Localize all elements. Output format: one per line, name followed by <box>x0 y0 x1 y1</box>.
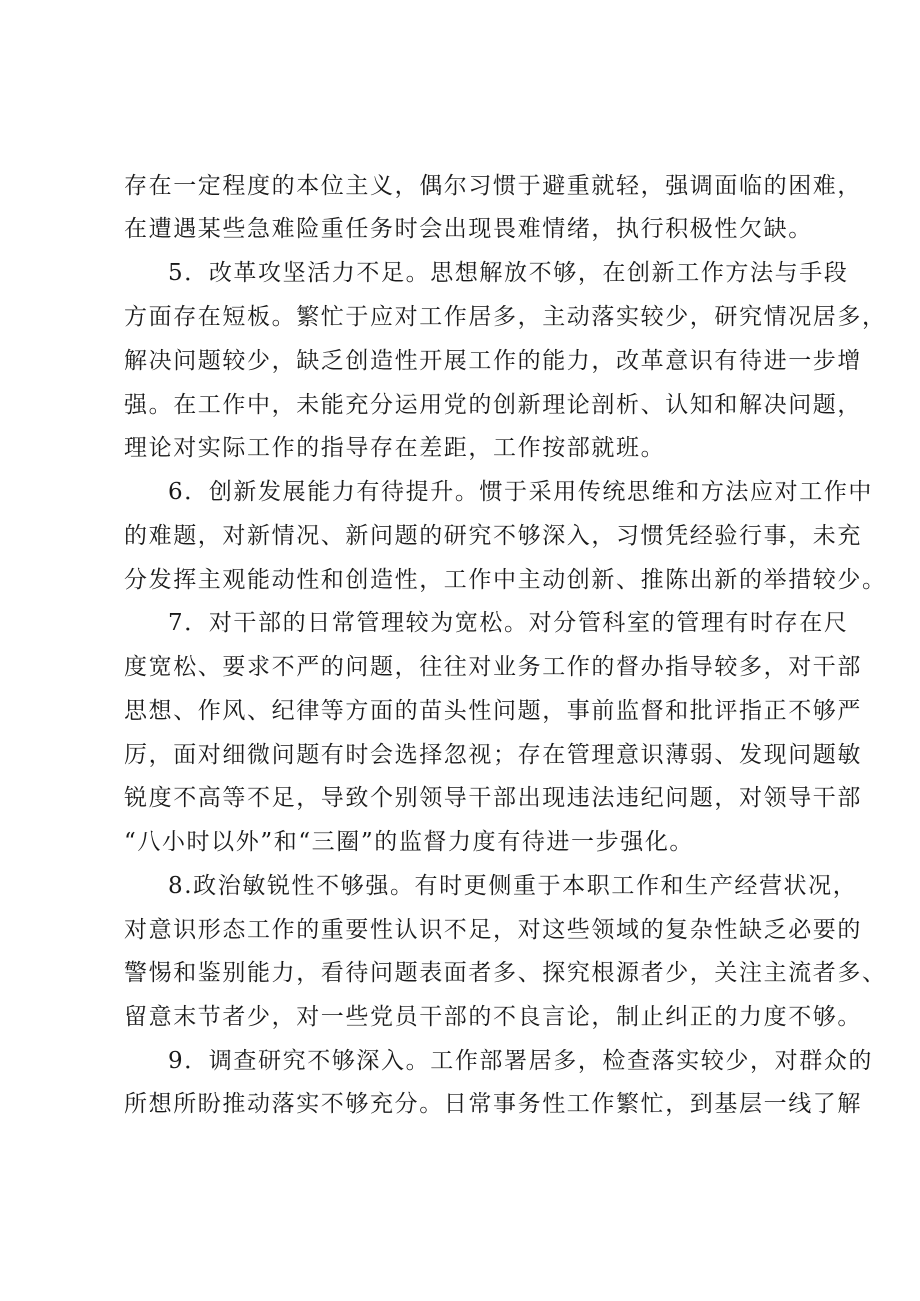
paragraph-line: 在遭遇某些急难险重任务时会出现畏难情绪，执行积极性欠缺。 <box>124 216 813 242</box>
paragraph-line: 分发挥主观能动性和创造性，工作中主动创新、推陈出新的举措较少。 <box>124 567 887 593</box>
section-heading-line: 5．改革攻坚活力不足。思想解放不够，在创新工作方法与手段 <box>168 260 849 286</box>
paragraph-line: 方面存在短板。繁忙于应对工作居多，主动落实较少，研究情况居多， <box>124 304 887 330</box>
paragraph-line: 存在一定程度的本位主义，偶尔习惯于避重就轻，强调面临的困难， <box>124 173 862 199</box>
section-heading-line: 7．对干部的日常管理较为宽松。对分管科室的管理有时存在尺 <box>168 610 849 636</box>
paragraph-line: 思想、作风、纪律等方面的苗头性问题，事前监督和批评指正不够严 <box>124 698 862 724</box>
paragraph-line: 留意末节者少，对一些党员干部的不良言论，制止纠正的力度不够。 <box>124 1004 862 1030</box>
paragraph-line: 的难题，对新情况、新问题的研究不够深入，习惯凭经验行事，未充 <box>124 523 862 549</box>
paragraph-line: 对意识形态工作的重要性认识不足，对这些领域的复杂性缺乏必要的 <box>124 917 862 943</box>
paragraph-line: 解决问题较少，缺乏创造性开展工作的能力，改革意识有待进一步增 <box>124 348 862 374</box>
paragraph-line: 警惕和鉴别能力，看待问题表面者多、探究根源者少，关注主流者多、 <box>124 960 887 986</box>
paragraph-line: 强。在工作中，未能充分运用党的创新理论剖析、认知和解决问题， <box>124 392 862 418</box>
paragraph-line: 度宽松、要求不严的问题，往往对业务工作的督办指导较多，对干部 <box>124 654 862 680</box>
section-heading-line: 6．创新发展能力有待提升。惯于采用传统思维和方法应对工作中 <box>168 479 874 505</box>
paragraph-line: 锐度不高等不足，导致个别领导干部出现违法违纪问题，对领导干部 <box>124 785 862 811</box>
paragraph-line: 厉，面对细微问题有时会选择忽视；存在管理意识薄弱、发现问题敏 <box>124 742 862 768</box>
section-heading-line: 8.政治敏锐性不够强。有时更侧重于本职工作和生产经营状况， <box>168 873 858 899</box>
paragraph-line: 理论对实际工作的指导存在差距，工作按部就班。 <box>124 435 666 461</box>
section-heading-line: 9．调查研究不够深入。工作部署居多，检查落实较少，对群众的 <box>168 1048 874 1074</box>
paragraph-line: “八小时以外”和“三圈”的监督力度有待进一步强化。 <box>124 829 695 855</box>
paragraph-line: 所想所盼推动落实不够充分。日常事务性工作繁忙，到基层一线了解 <box>124 1091 862 1117</box>
